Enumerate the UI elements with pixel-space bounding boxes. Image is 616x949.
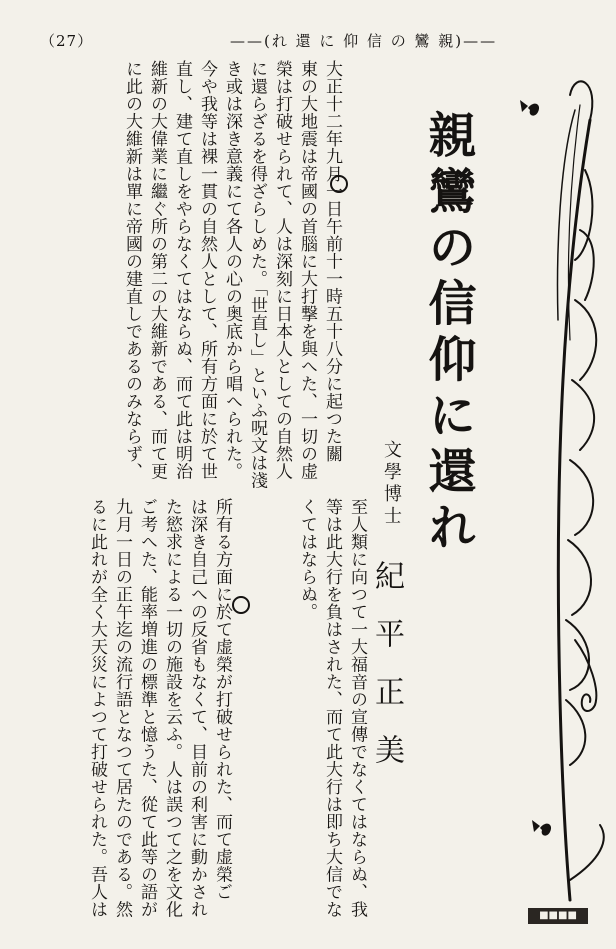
text-column: ご考へた、能率増進の標準と憶うた、從て此等の語が [137, 498, 157, 918]
text-column: は深き自己への反省もなくて、目前の利害に動かされ [187, 498, 207, 918]
text-column: 所有る方面に於て虚榮が打破せられた、而て虚榮ご [212, 498, 232, 901]
printer-stamp: ■■■■ [528, 908, 588, 924]
text-column: 等は此大行を負はされた、而て此大行は即ち大信でな [322, 498, 342, 918]
text-column: 今や我等は裸一貫の自然人として、所有方面に於て世 [197, 60, 217, 480]
page-number: （27） [40, 32, 94, 50]
text-column: き或は深き意義にて各人の心の奥底から唱へられた。 [222, 60, 242, 480]
text-column: 九月一日の正午迄の流行語となつて居たのである。然 [112, 498, 132, 918]
text-column: 榮は打破せられて、人は深刻に日本人としての自然人 [272, 60, 292, 480]
section-circle-mark [232, 596, 250, 614]
text-column: るに此れが全く大天災によつて打破せられた。吾人は [87, 498, 107, 918]
text-column: た慾求による一切の施設を云ふ。人は誤つて之を文化 [162, 498, 182, 918]
text-column: に還らざるを得ざらしめた。「世直し」といふ呪文は淺 [247, 60, 267, 489]
author-title: 文學博士 [381, 440, 402, 528]
text-column: 直し、建て直しをやらなくてはならぬ、而て此は明治 [172, 60, 192, 480]
author-name: 紀平正美 [369, 560, 404, 792]
article-title: 親鸞の信仰に還れ [420, 110, 476, 558]
text-column: 維新の大偉業に繼ぐ所の第二の大維新である、而て更 [147, 60, 167, 480]
text-column: 東の大地震は帝國の首腦に大打撃を與へた、一切の虚 [297, 60, 317, 480]
text-column: くてはならぬ。 [297, 498, 317, 621]
text-column: 大正十二年九月一日午前十一時五十八分に起つた關 [322, 60, 342, 463]
text-column: に此の大維新は單に帝國の建直しであるのみならず、 [122, 60, 142, 480]
section-circle-mark [330, 175, 348, 193]
running-title: ——(れ 還 に 仰 信 の 鸞 親)—— [230, 32, 498, 50]
text-column: 至人類に向つて一大福音の宣傳でなくてはならぬ、我 [347, 498, 367, 918]
